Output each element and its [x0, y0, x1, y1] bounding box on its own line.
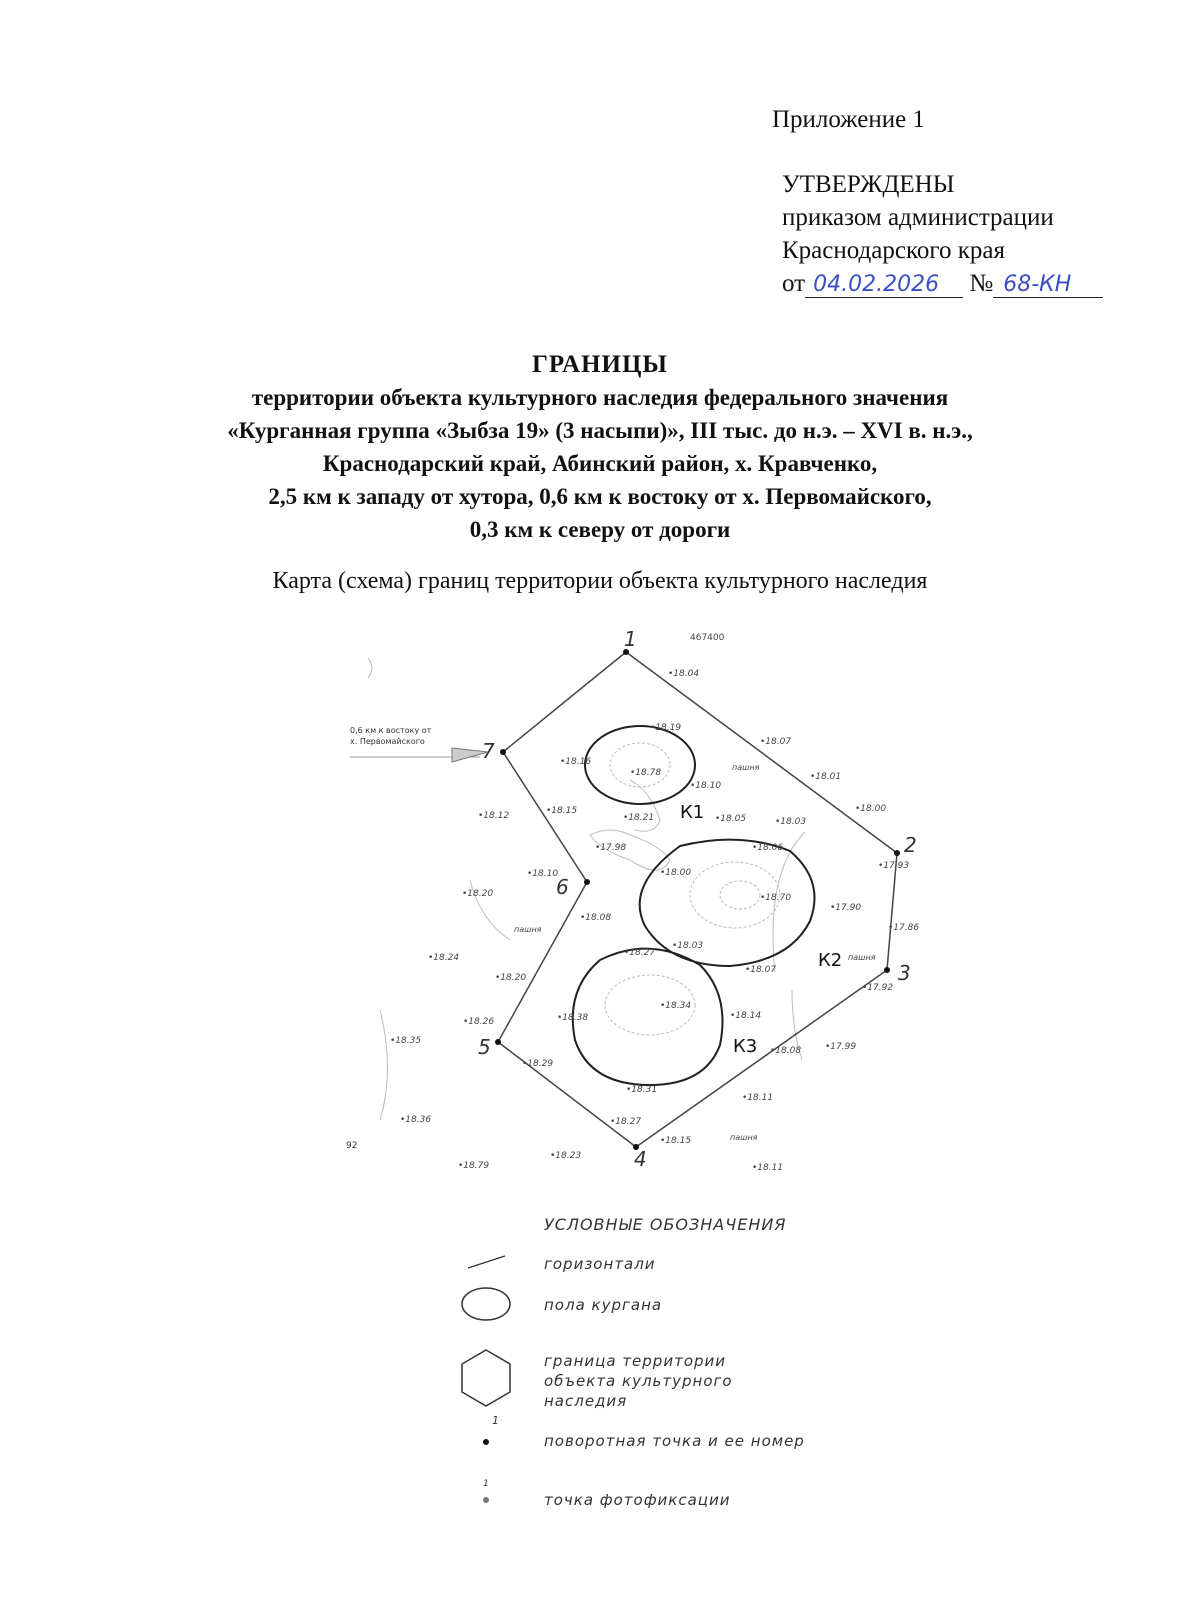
turning-point-3 — [884, 967, 890, 973]
title-line-2: «Курганная группа «Зыбза 19» (3 насыпи)», III тыс. до н.э. – XVI в. н.э., — [227, 418, 973, 443]
elevation-mark: •18.10 — [527, 869, 559, 879]
point-label-1: 1 — [624, 627, 637, 651]
elevation-mark: •18.20 — [495, 973, 527, 983]
map-caption: Карта (схема) границ территории объекта культурного наследия — [272, 568, 928, 594]
kurgan-k1-outline — [585, 726, 695, 804]
field-label: пашня — [514, 925, 542, 934]
turning-point-7 — [500, 749, 506, 755]
elevation-mark: •18.00 — [660, 868, 692, 878]
elevation-mark: •18.38 — [557, 1013, 589, 1023]
direction-note-line2: х. Первомайского — [350, 737, 425, 746]
elevation-mark: •18.26 — [463, 1017, 495, 1027]
elevation-mark: •17.98 — [595, 843, 627, 853]
elevation-mark: •18.19 — [650, 723, 682, 733]
elevation-mark: •18.36 — [400, 1115, 432, 1125]
legend-title: УСЛОВНЫЕ ОБОЗНАЧЕНИЯ — [544, 1215, 787, 1234]
elevation-mark: •18.11 — [752, 1163, 784, 1173]
point-label-3: 3 — [898, 961, 911, 985]
kurgan-label-k3: К3 — [733, 1036, 758, 1057]
elevation-mark: •18.11 — [742, 1093, 774, 1103]
turning-point-2 — [894, 850, 900, 856]
kurgan-label-k2: К2 — [818, 950, 843, 971]
elevation-mark: •18.27 — [624, 948, 656, 958]
title-line-4: 2,5 км к западу от хутора, 0,6 км к востоку от х. Первомайского, — [268, 484, 932, 509]
point-label-7: 7 — [482, 739, 495, 763]
number-prefix: № — [969, 270, 994, 297]
elevation-mark: •18.10 — [690, 781, 722, 791]
elevation-mark: •18.16 — [560, 757, 592, 767]
appendix-label: Приложение 1 — [772, 106, 925, 133]
elevation-mark: •18.12 — [478, 811, 510, 821]
point-label-5: 5 — [478, 1035, 491, 1059]
title-line-3: Краснодарский край, Абинский район, х. Кравченко, — [322, 451, 878, 476]
turning-point-6 — [584, 879, 590, 885]
coordinate-label: 467400 — [690, 633, 725, 643]
order-line-1: приказом администрации — [782, 204, 1054, 231]
approved-label: УТВЕРЖДЕНЫ — [782, 171, 955, 198]
elevation-mark: •17.86 — [888, 923, 920, 933]
elevation-mark: •18.15 — [660, 1136, 692, 1146]
contour-line — [630, 780, 660, 831]
turning-point-5 — [495, 1039, 501, 1045]
legend-item-photo-point: точка фотофиксации — [544, 1491, 731, 1509]
elevation-mark: •18.23 — [550, 1151, 582, 1161]
elevation-mark: •18.24 — [428, 953, 460, 963]
title-line-5: 0,3 км к северу от дороги — [469, 517, 731, 542]
elevation-mark: •18.27 — [610, 1117, 642, 1127]
title-line-1: территории объекта культурного наследия федерального значения — [251, 385, 949, 410]
elevation-mark: •18.04 — [668, 669, 700, 679]
date-handwritten: 04.02.2026 — [813, 272, 940, 297]
field-label: пашня — [848, 953, 876, 962]
elevation-mark: •18.08 — [770, 1046, 802, 1056]
point-label-2: 2 — [904, 833, 917, 857]
elevation-mark: •18.06 — [752, 843, 784, 853]
point-label-4: 4 — [634, 1147, 647, 1171]
legend-boundary-line3: наследия — [544, 1392, 628, 1410]
legend-item-boundary — [544, 1351, 733, 1411]
elevation-mark: •18.34 — [660, 1001, 692, 1011]
elevation-mark: •17.92 — [862, 983, 894, 993]
elevation-mark: •18.08 — [580, 913, 612, 923]
elevation-mark: •18.21 — [623, 813, 655, 823]
elevation-mark: •17.93 — [878, 861, 910, 871]
legend-boundary-line2: объекта культурного — [544, 1372, 733, 1390]
point-label-6: 6 — [556, 875, 569, 899]
edge-label: 92 — [346, 1141, 358, 1151]
legend-item-kurgan: пола кургана — [544, 1296, 663, 1314]
elevation-mark: •18.70 — [760, 893, 792, 903]
kurgan-label-k1: К1 — [680, 802, 705, 823]
elevation-mark: •18.29 — [522, 1059, 554, 1069]
elevation-mark: •17.99 — [825, 1042, 857, 1052]
elevation-mark: •18.31 — [626, 1085, 658, 1095]
legend-item-turning-point: поворотная точка и ее номер — [544, 1432, 805, 1450]
elevation-mark: •18.03 — [672, 941, 704, 951]
elevation-mark: •18.00 — [855, 804, 887, 814]
field-label: пашня — [732, 763, 760, 772]
number-handwritten: 68-КН — [1003, 272, 1072, 297]
elevation-mark: •18.15 — [546, 806, 578, 816]
field-label: пашня — [730, 1133, 758, 1142]
elevation-mark: •18.78 — [630, 768, 662, 778]
order-line-2: Краснодарского края — [782, 237, 1005, 264]
elevation-mark: •18.05 — [715, 814, 747, 824]
elevation-mark: •18.07 — [760, 737, 792, 747]
kurgan-k3-outline — [573, 949, 723, 1085]
photo-point-symbol-label: 1 — [483, 1479, 489, 1489]
legend-item-contours: горизонтали — [544, 1255, 656, 1273]
turning-point-symbol-label: 1 — [492, 1414, 499, 1427]
elevation-layer — [390, 669, 919, 1173]
elevation-mark: •18.01 — [810, 772, 842, 782]
elevation-mark: •18.14 — [730, 1011, 762, 1021]
contour-line — [380, 1010, 388, 1120]
elevation-mark: •18.07 — [745, 965, 777, 975]
date-prefix: от — [782, 270, 806, 297]
direction-note-line1: 0,6 км к востоку от — [350, 726, 432, 735]
elevation-mark: •17.90 — [830, 903, 862, 913]
title-heading: ГРАНИЦЫ — [532, 351, 668, 378]
elevation-mark: •18.03 — [775, 817, 807, 827]
elevation-mark: •18.35 — [390, 1036, 422, 1046]
contour-line — [368, 658, 372, 678]
elevation-mark: •18.79 — [458, 1161, 490, 1171]
elevation-mark: •18.20 — [462, 889, 494, 899]
legend-boundary-line1: граница территории — [544, 1352, 727, 1370]
